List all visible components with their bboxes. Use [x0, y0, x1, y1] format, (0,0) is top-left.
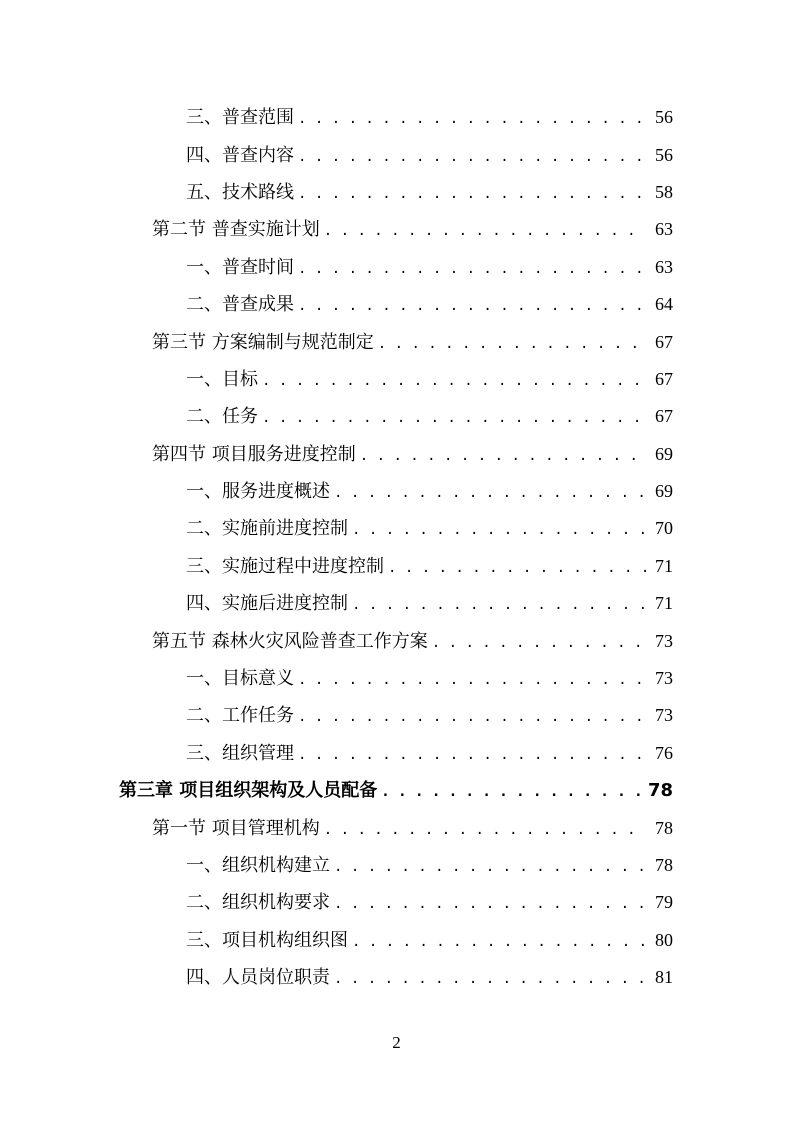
toc-entry-page: 78 [647, 779, 673, 801]
toc-entry-title: 二、工作任务 [186, 705, 294, 727]
toc-entry-page: 58 [655, 181, 673, 202]
dot-leader [432, 636, 647, 650]
dot-leader [352, 598, 647, 612]
dot-leader [262, 411, 647, 425]
toc-entry-chapter[interactable] [0, 772, 793, 809]
toc-entry-page: 63 [655, 219, 673, 240]
toc-entry-title: 第一节 项目管理机构 [152, 817, 320, 839]
toc-entry-item[interactable] [0, 922, 793, 959]
toc-entry-title: 二、普查成果 [186, 294, 294, 316]
dot-leader [298, 150, 647, 164]
toc-entry-page: 73 [655, 668, 673, 689]
dot-leader [352, 523, 647, 537]
dot-leader [352, 935, 647, 949]
dot-leader [334, 897, 647, 911]
toc-entry-section[interactable] [0, 323, 793, 360]
toc-entry-title: 二、组织机构要求 [186, 892, 330, 914]
dot-leader [388, 561, 647, 575]
toc-entry-item[interactable] [0, 398, 793, 435]
toc-entry-title: 第四节 项目服务进度控制 [152, 443, 356, 465]
toc-entry-page: 64 [655, 294, 673, 315]
toc-entry-title: 三、普查范围 [186, 107, 294, 129]
toc-entry-item[interactable] [0, 286, 793, 323]
toc-entry-item[interactable] [0, 174, 793, 211]
toc-entry-page: 67 [655, 368, 673, 389]
dot-leader [298, 673, 647, 687]
toc-entry-title: 四、实施后进度控制 [186, 593, 348, 615]
dot-leader [324, 224, 647, 238]
toc-entry-title: 五、技术路线 [186, 181, 294, 203]
dot-leader [298, 710, 647, 724]
toc-entry-item[interactable] [0, 697, 793, 734]
toc-entry-page: 81 [655, 967, 673, 988]
dot-leader [381, 785, 644, 799]
toc-entry-page: 71 [655, 555, 673, 576]
toc-entry-page: 76 [655, 742, 673, 763]
toc-entry-section[interactable] [0, 436, 793, 473]
toc-entry-item[interactable] [0, 585, 793, 622]
page-number: 2 [392, 1033, 401, 1052]
toc-entry-title: 一、组织机构建立 [186, 855, 330, 876]
toc-entry-item[interactable] [0, 959, 793, 996]
toc-entry-page: 56 [655, 144, 673, 165]
toc-entry-title: 第三章 项目组织架构及人员配备 [119, 779, 378, 801]
toc-entry-item[interactable] [0, 735, 793, 772]
toc-entry-title: 一、服务进度概述 [186, 481, 330, 503]
toc-entry-page: 78 [655, 817, 673, 838]
toc-entry-page: 70 [655, 518, 673, 539]
dot-leader [298, 748, 647, 762]
toc-entry-item[interactable] [0, 548, 793, 585]
dot-leader [360, 449, 647, 463]
toc-entry-title: 二、实施前进度控制 [186, 518, 348, 540]
toc-entry-title: 三、项目机构组织图 [186, 929, 348, 951]
dot-leader [334, 860, 647, 874]
dot-leader [378, 337, 647, 351]
toc-entry-title: 一、目标意义 [186, 668, 294, 690]
dot-leader [334, 972, 647, 986]
toc-entry-page: 73 [655, 630, 673, 651]
toc-entry-item[interactable] [0, 136, 793, 173]
toc-entry-item[interactable] [0, 361, 793, 398]
toc-entry-title: 四、人员岗位职责 [186, 967, 330, 989]
dot-leader [334, 486, 647, 500]
toc-entry-item[interactable] [0, 249, 793, 286]
toc-entry-page: 69 [655, 443, 673, 464]
toc-entry-item[interactable] [0, 847, 793, 884]
toc-entry-item[interactable] [0, 473, 793, 510]
dot-leader [298, 187, 647, 201]
toc-entry-page: 80 [655, 929, 673, 950]
toc-entry-title: 三、组织管理 [186, 742, 294, 764]
toc-entry-title: 第二节 普查实施计划 [152, 219, 320, 241]
table-of-contents [0, 99, 793, 996]
dot-leader [298, 112, 647, 126]
dot-leader [298, 262, 647, 276]
toc-entry-page: 67 [655, 331, 673, 352]
toc-entry-page: 78 [655, 855, 673, 875]
toc-entry-page: 73 [655, 705, 673, 726]
dot-leader [298, 299, 647, 313]
toc-entry-title: 一、普查时间 [186, 256, 294, 278]
toc-entry-section[interactable] [0, 622, 793, 659]
dot-leader [262, 374, 647, 388]
toc-entry-title: 第五节 森林火灾风险普查工作方案 [152, 630, 428, 652]
toc-entry-page: 67 [655, 406, 673, 427]
toc-entry-item[interactable] [0, 884, 793, 921]
toc-entry-page: 63 [655, 256, 673, 277]
dot-leader [324, 823, 647, 837]
toc-entry-title: 三、实施过程中进度控制 [186, 555, 384, 577]
toc-entry-page: 79 [655, 892, 673, 913]
toc-entry-item[interactable] [0, 99, 793, 136]
toc-entry-page: 69 [655, 481, 673, 502]
toc-entry-page: 56 [655, 107, 673, 128]
toc-entry-page: 71 [655, 593, 673, 614]
toc-entry-item[interactable] [0, 510, 793, 547]
toc-entry-title: 二、任务 [186, 406, 258, 428]
toc-entry-title: 一、目标 [186, 368, 258, 390]
toc-entry-item[interactable] [0, 660, 793, 697]
toc-entry-section[interactable] [0, 211, 793, 248]
toc-entry-title: 四、普查内容 [186, 144, 294, 166]
toc-entry-title: 第三节 方案编制与规范制定 [152, 331, 374, 353]
toc-entry-section[interactable] [0, 809, 793, 846]
